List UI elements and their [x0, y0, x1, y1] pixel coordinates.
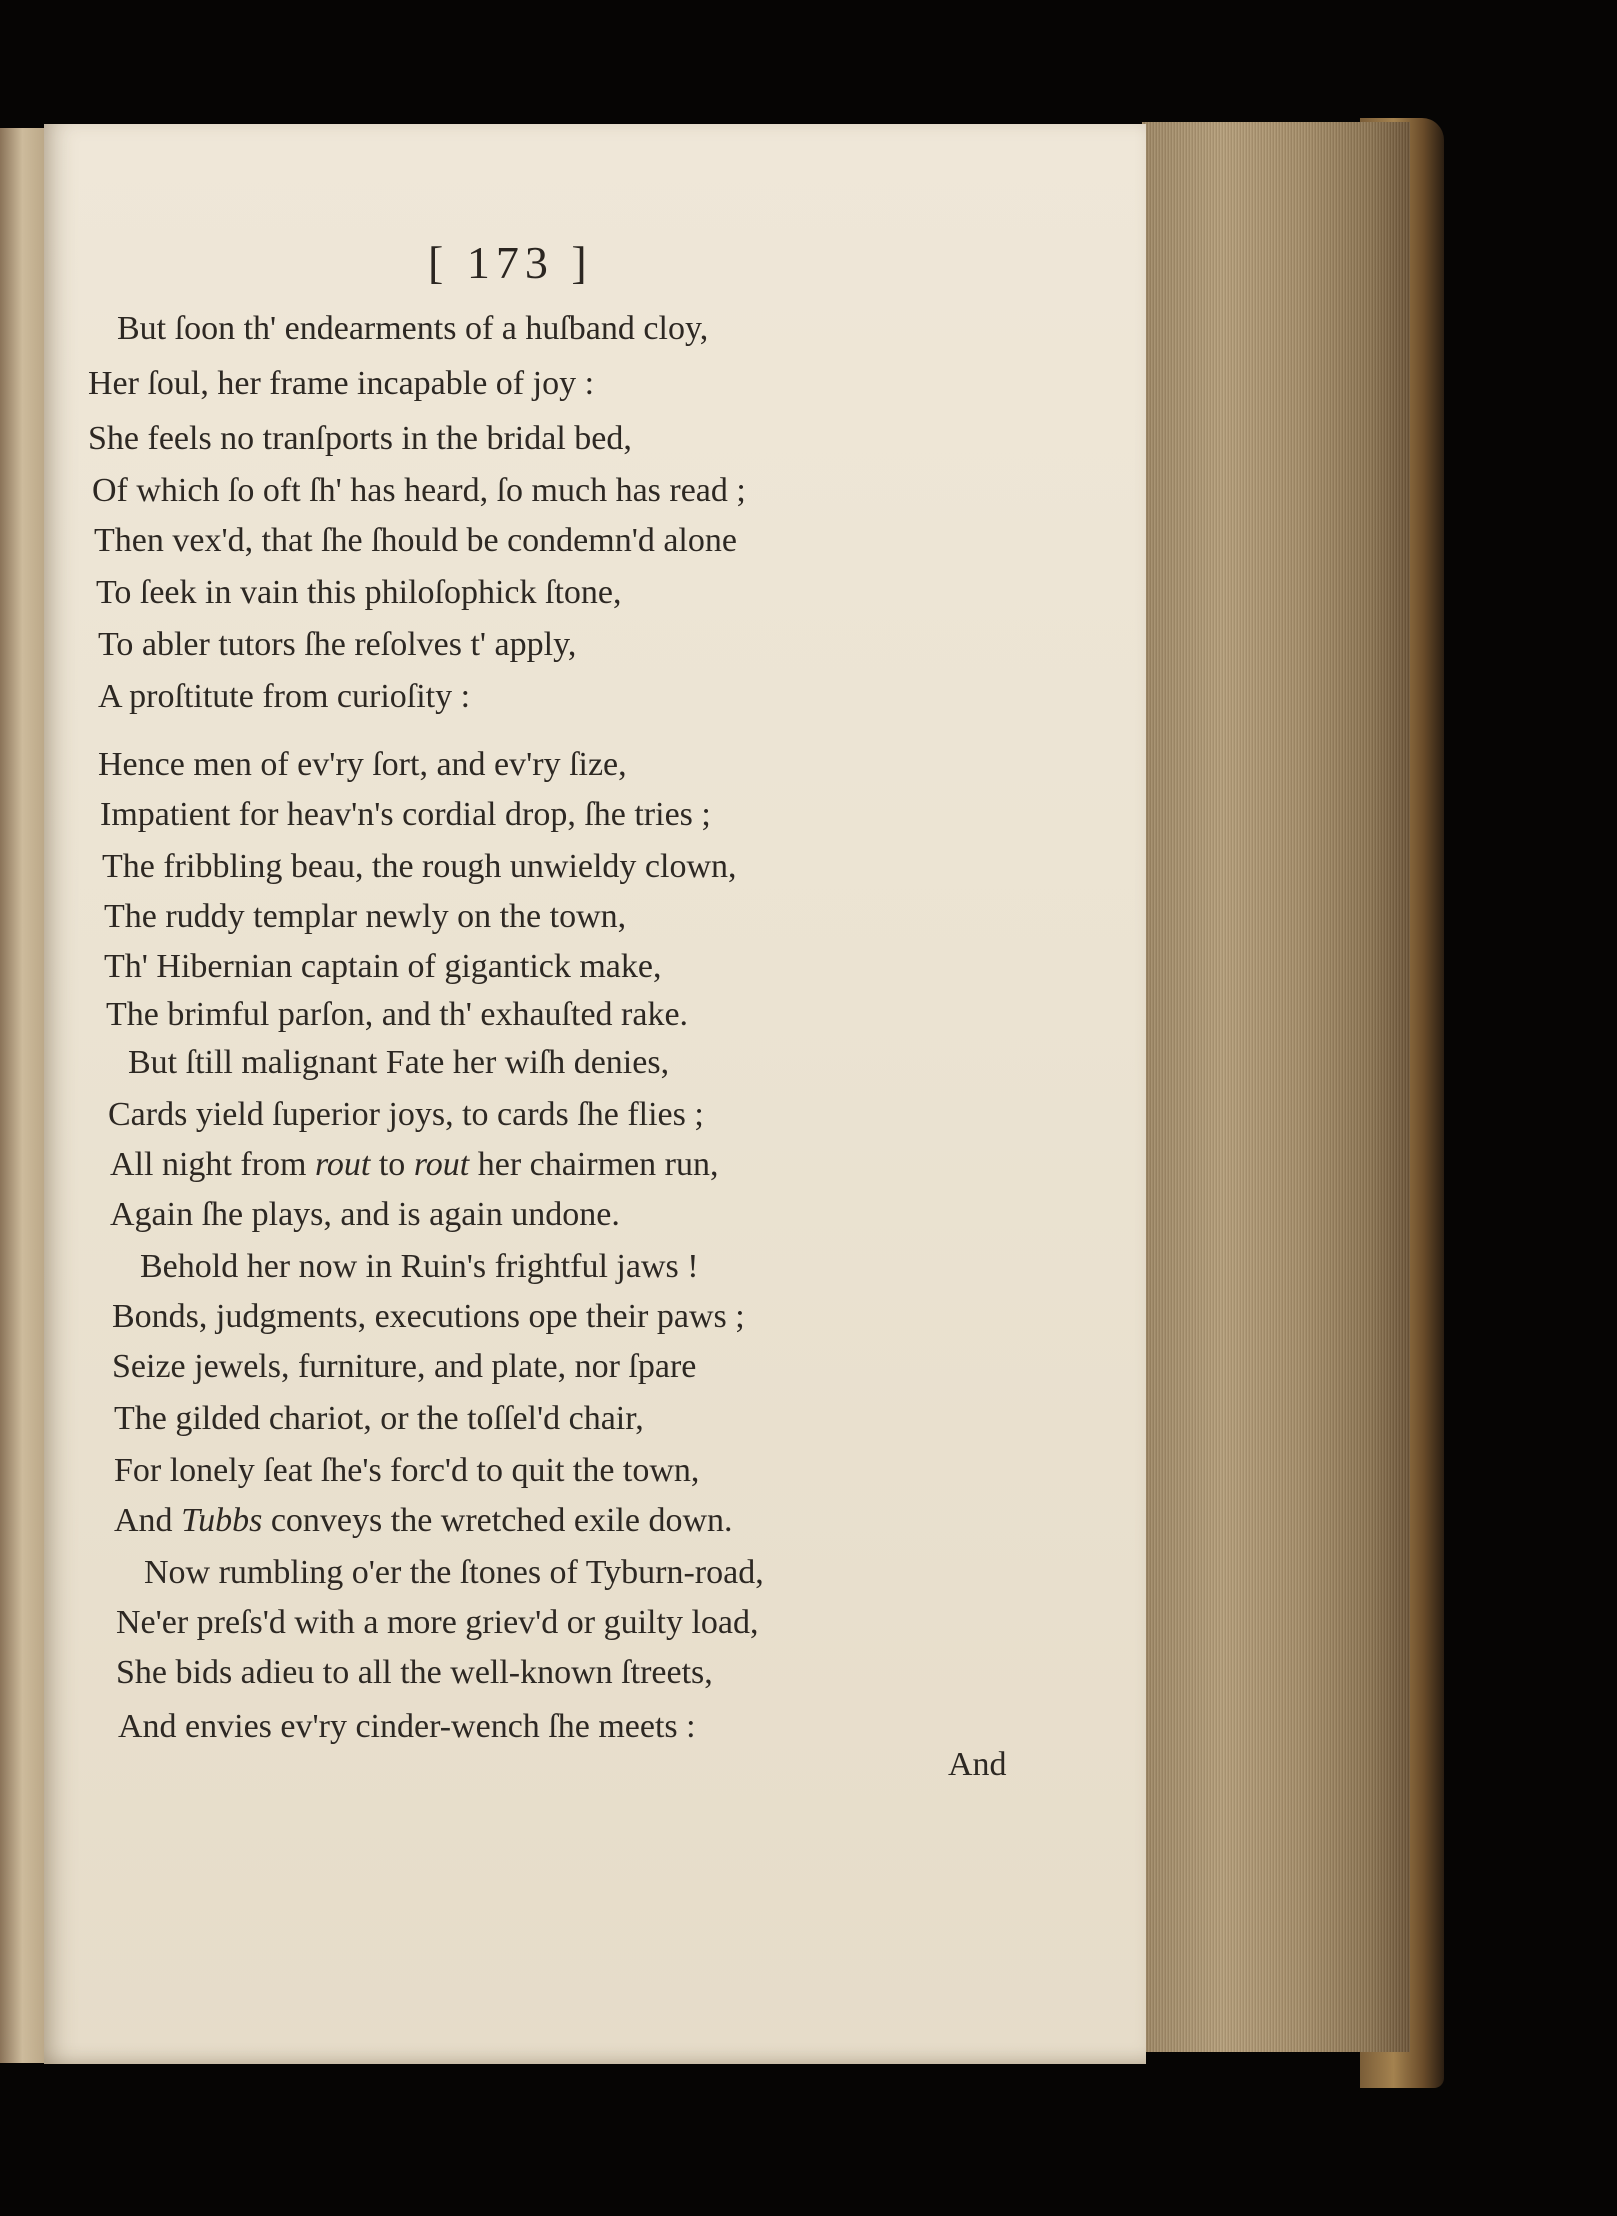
- italic-word: rout: [413, 1146, 470, 1183]
- poem-line: Ne'er preſs'd with a more griev'd or guilty load,: [116, 1604, 759, 1641]
- poem-line: The fribbling beau, the rough unwieldy clown,: [102, 848, 737, 885]
- poem-line: Bonds, judgments, executions ope their paws ;: [112, 1298, 745, 1335]
- poem-line: Seize jewels, furniture, and plate, nor ſpare: [112, 1348, 697, 1385]
- italic-word: Tubbs: [181, 1502, 263, 1539]
- catchword: And: [948, 1746, 1007, 1783]
- poem-line: She feels no tranſports in the bridal bed,: [88, 420, 632, 457]
- poem-line: A proſtitute from curioſity :: [98, 678, 471, 715]
- page-number-header: [ 173 ]: [428, 237, 593, 288]
- poem-line: And envies ev'ry cinder-wench ſhe meets :: [118, 1708, 696, 1745]
- poem-line: To ſeek in vain this philoſophick ſtone,: [96, 574, 622, 611]
- poem-line: Cards yield ſuperior joys, to cards ſhe flies ;: [108, 1096, 704, 1133]
- poem-line: Now rumbling o'er the ſtones of Tyburn-road,: [144, 1554, 764, 1591]
- poem-line-text: conveys the wretched exile down.: [262, 1502, 733, 1539]
- poem-line: [110, 1148, 718, 1182]
- poem-line-text: her chairmen run,: [469, 1146, 719, 1183]
- poem-line-text: to: [370, 1146, 414, 1183]
- poem-line: Of which ſo oft ſh' has heard, ſo much has read ;: [92, 472, 746, 509]
- poem-line: [114, 1504, 733, 1538]
- poem-line: But ſoon th' endearments of a huſband cloy,: [117, 310, 709, 347]
- poem-line: Behold her now in Ruin's frightful jaws !: [140, 1248, 699, 1285]
- poem-line: Th' Hibernian captain of gigantick make,: [104, 948, 662, 985]
- poem-line: But ſtill malignant Fate her wiſh denies,: [128, 1044, 670, 1081]
- poem-line: Again ſhe plays, and is again undone.: [110, 1196, 620, 1233]
- poem-line: Impatient for heav'n's cordial drop, ſhe tries ;: [100, 796, 711, 833]
- poem-line: The ruddy templar newly on the town,: [104, 898, 627, 935]
- poem-line: For lonely ſeat ſhe's forc'd to quit the town,: [114, 1452, 700, 1489]
- poem-line: The brimful parſon, and th' exhauſted rake.: [106, 996, 689, 1033]
- italic-word: rout: [314, 1146, 371, 1183]
- poem-line-text: And: [114, 1502, 173, 1539]
- poem-line: Her ſoul, her frame incapable of joy :: [88, 365, 595, 402]
- poem-line: Hence men of ev'ry ſort, and ev'ry ſize,: [98, 746, 627, 783]
- page-block-edge: [1142, 122, 1410, 2052]
- poem-line: She bids adieu to all the well-known ſtreets,: [116, 1654, 713, 1691]
- poem-line: The gilded chariot, or the toſſel'd chair,: [114, 1400, 644, 1437]
- poem-line: To abler tutors ſhe reſolves t' apply,: [98, 626, 577, 663]
- poem-line-text: All night from: [110, 1146, 307, 1183]
- poem-line: Then vex'd, that ſhe ſhould be condemn'd alone: [94, 522, 737, 559]
